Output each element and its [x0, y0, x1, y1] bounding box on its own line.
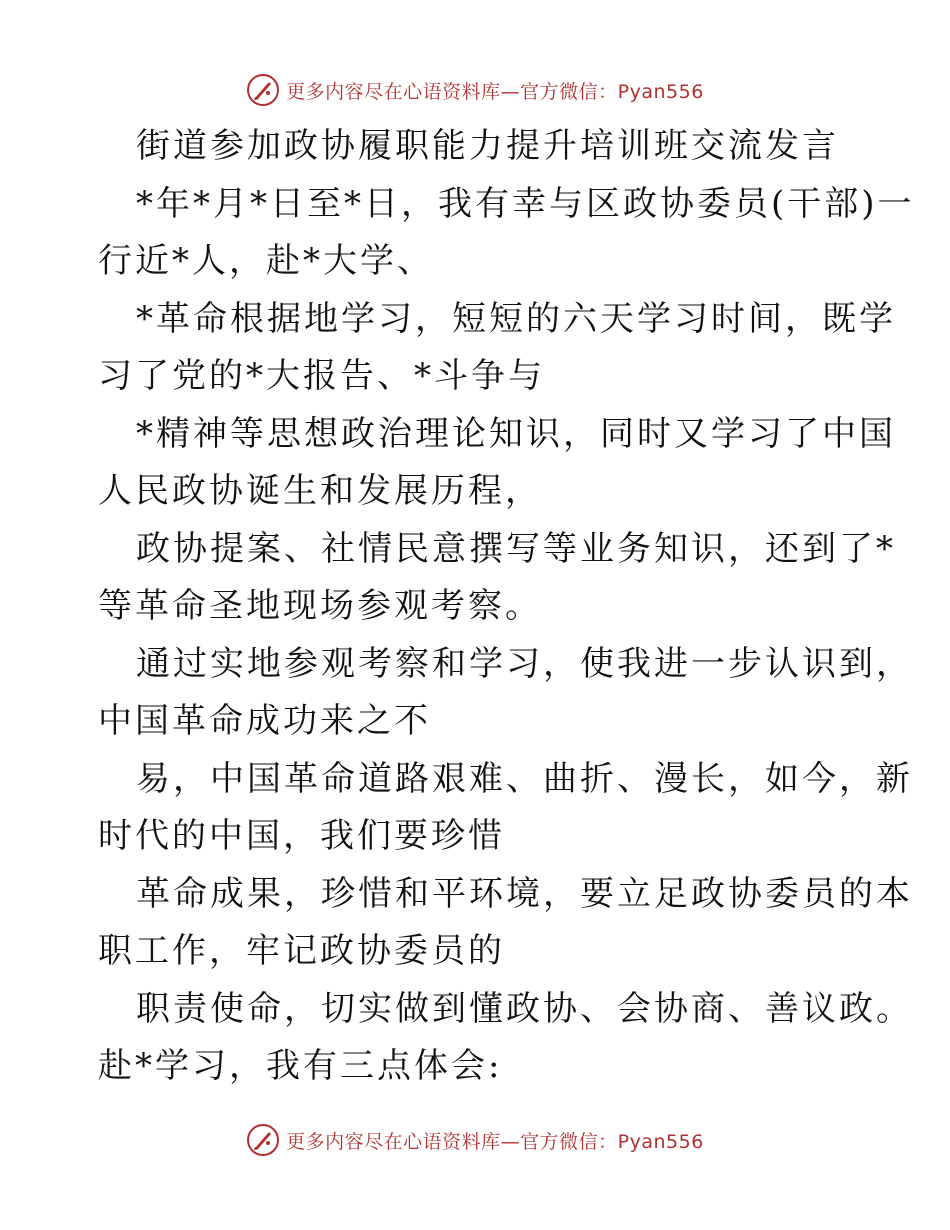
watermark-text: 更多内容尽在心语资料库—官方微信：Pyan556: [286, 1130, 704, 1153]
paragraph-line: 人民政协诞生和发展历程，: [98, 471, 542, 511]
paragraph-line: 革命成果，珍惜和平环境，要立足政协委员的本: [136, 873, 913, 914]
paragraph-line: 易，中国革命道路艰难、曲折、漫长，如今，新: [136, 758, 913, 799]
paragraph-line: 等革命圣地现场参观考察。: [98, 586, 542, 626]
paragraph-line: 赴*学习，我有三点体会:: [98, 1046, 503, 1086]
paragraph-line: 通过实地参观考察和学习，使我进一步认识到，: [136, 643, 913, 684]
watermark-group: [246, 1123, 704, 1157]
paragraph-line: 职责使命，切实做到懂政协、会协商、善议政。: [136, 988, 913, 1029]
paragraph-line: 行近*人，赴*大学、: [98, 241, 434, 281]
document-body: [98, 118, 915, 1096]
paragraph-line: *年*月*日至*日，我有幸与区政协委员(干部)一: [136, 183, 915, 224]
watermark-group: [246, 73, 704, 107]
quill-pen-logo-icon: [246, 73, 280, 107]
watermark-text: 更多内容尽在心语资料库—官方微信：Pyan556: [286, 80, 704, 103]
paragraph-line: 习了党的*大报告、*斗争与: [98, 356, 545, 396]
quill-pen-logo-icon: [246, 1123, 280, 1157]
paragraph-line: *革命根据地学习，短短的六天学习时间，既学: [136, 298, 896, 339]
document-title: 街道参加政协履职能力提升培训班交流发言: [136, 126, 839, 166]
header-watermark: [0, 70, 950, 110]
paragraph-line: 中国革命成功来之不: [98, 701, 431, 741]
footer-watermark: [0, 1120, 950, 1160]
paragraph-line: 政协提案、社情民意撰写等业务知识，还到了*: [136, 528, 896, 569]
paragraph-line: *精神等思想政治理论知识，同时又学习了中国: [136, 413, 896, 454]
paragraph-line: 时代的中国，我们要珍惜: [98, 816, 505, 856]
paragraph-line: 职工作，牢记政协委员的: [98, 931, 505, 971]
